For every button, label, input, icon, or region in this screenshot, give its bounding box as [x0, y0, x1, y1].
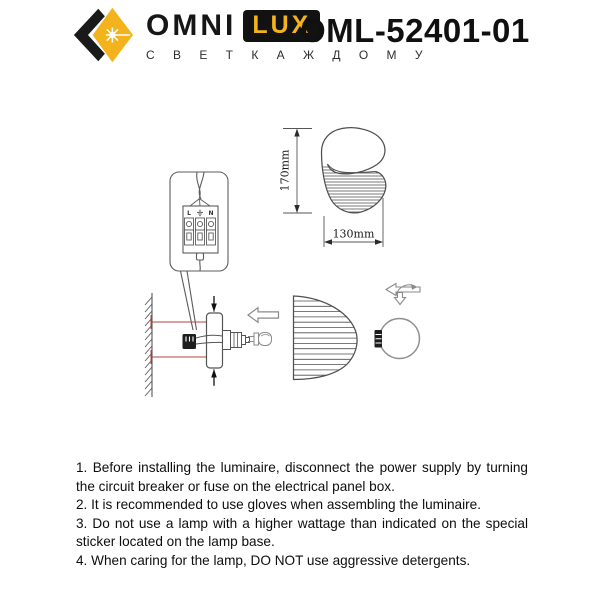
- terminal-label-neutral: N: [208, 210, 214, 217]
- instruction-item: 2. It is recommended to use gloves when assembling the luminaire.: [76, 497, 481, 513]
- lamp-socket: [223, 331, 250, 350]
- diamond-logo-icon: [72, 6, 134, 64]
- outgoing-wire: [200, 260, 201, 271]
- technical-diagram: [0, 85, 600, 460]
- starburst-center: [109, 32, 115, 38]
- rotate-attach-arrows-icon: [386, 284, 420, 305]
- supply-wire: [199, 172, 204, 199]
- instructions-list: [76, 459, 528, 571]
- side-shade-ribs: [291, 301, 360, 375]
- halogen-bulb: [248, 333, 272, 346]
- insert-direction-arrow-icon: [248, 308, 279, 323]
- dimension-height: [279, 129, 313, 214]
- shade-top-loop: [328, 128, 385, 174]
- mounting-ring: [375, 319, 420, 359]
- dim-arrowhead: [324, 239, 332, 244]
- instruction-item: 3. Do not use a lamp with a higher wattage than indicated on the special sticker located on the lamp base.: [76, 515, 528, 550]
- shade-front-view: [318, 128, 390, 213]
- junction-box-callout: [170, 172, 228, 330]
- model-number: OML-52401-01: [300, 12, 530, 49]
- wire-clamp: [197, 253, 204, 260]
- wall-mount-assembly: [145, 293, 250, 397]
- dim-arrowhead: [375, 239, 383, 244]
- brand-omni: OMNI: [146, 9, 237, 42]
- terminal-screws: [185, 218, 216, 245]
- callout-pointer-line: [181, 271, 194, 330]
- brand-lux: LUX: [252, 11, 312, 39]
- width-dimension-label: 130mm: [332, 227, 375, 241]
- terminal-label-live: L: [187, 210, 191, 217]
- dim-arrowhead: [294, 129, 299, 137]
- wall-section: [145, 293, 152, 397]
- instruction-item: 4. When caring for the lamp, DO NOT use aggressive detergents.: [76, 552, 471, 568]
- callout-pointer-line: [187, 271, 197, 330]
- instruction-item: 1. Before installing the luminaire, disconnect the power supply by turning the circuit breaker or fuse on the electrical panel box.: [76, 460, 528, 494]
- dim-arrowhead: [294, 205, 299, 213]
- wire-fan: [190, 199, 210, 206]
- page-header: [0, 0, 600, 80]
- mounting-plate: [207, 313, 223, 368]
- height-dimension-label: 170mm: [278, 149, 292, 192]
- shade-side-view: [291, 296, 360, 380]
- shade-fold-edge: [328, 164, 376, 173]
- brand-tagline: С В Е Т К А Ж Д О М У: [146, 48, 430, 62]
